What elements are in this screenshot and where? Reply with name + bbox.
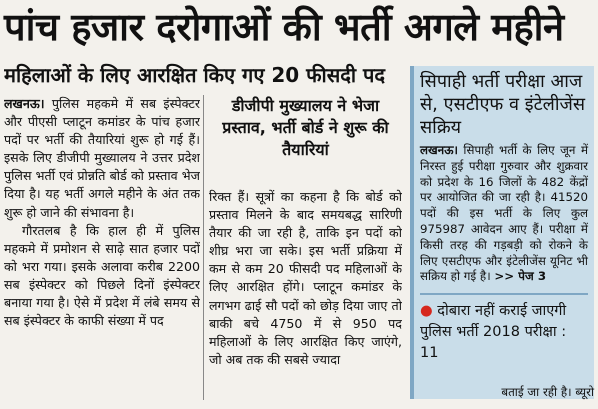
headline: पांच हजार दरोगाओं की भर्ती अगले महीने xyxy=(4,4,564,49)
page-reference: >> पेज 3 xyxy=(494,269,547,284)
dateline: लखनऊ। xyxy=(4,96,45,111)
paragraph-1-text: पुलिस महकमे में सब इंस्पेक्टर और पीएसी प्लाटून कमांडर के पांच हजार पदों पर भर्ती की तैयारियां शुरू हो गई हैं। इसके लिए डीजीपी मुख्यालय ने उत्तर प्रदेश पुलिस भर्ती एवं प्रोन्नति बोर्ड को प्रस्ताव भेज दिया है। यह भर्ती अगले महीने के अंत तक शुरू हो जाने की संभावना है। xyxy=(4,96,200,220)
sidebar-divider xyxy=(420,293,588,295)
sidebar-body-text: सिपाही भर्ती के लिए जून में निरस्त हुई परीक्षा गुरुवार और शुक्रवार को प्रदेश के 16 जिलों के 482 केंद्रों पर आयोजित की जा रही है। 41520 पदों की इस भर्ती के लिए कुल 975987 आवेदन आए हैं। परीक्षा में किसी तरह की गड़बड़ी को रोकने के लिए एसटीएफ और इंटेलीजेंस यूनिट भी सक्रिय हो गई है। xyxy=(420,143,588,284)
bullet-icon: ● xyxy=(420,303,433,320)
paragraph-1 xyxy=(4,95,200,222)
byline: बताई जा रही है। ब्यूरो xyxy=(501,385,594,399)
sidebar-news-box xyxy=(410,66,594,399)
paragraph-3: रिक्त हैं। सूत्रों का कहना है कि बोर्ड को प्रस्ताव मिलने के बाद समयबद्ध सारिणी तैयार की जा रही है, ताकि इन पदों को शीघ्र भरा जा सके। इस भर्ती प्रक्रिया में कम से कम 20 फीसदी पद महिलाओं के लिए आरक्षित होंगे। प्लाटून कमांडर के लगभग ढाई सौ पदों को छोड़ दिया जाए तो बाकी बचे 4750 में से 950 पद महिलाओं के लिए आरक्षित किए जाएंगे, जो अब तक की सबसे ज्यादा xyxy=(209,189,402,367)
sidebar-bottom-headline xyxy=(420,301,588,364)
sidebar-dateline: लखनऊ। xyxy=(420,143,458,157)
column-divider xyxy=(203,95,204,400)
sidebar-title: सिपाही भर्ती परीक्षा आज से, एसटीएफ व इंटेलीजेंस सक्रिय xyxy=(420,71,586,138)
sidebar-bottom-text: दोबारा नहीं कराई जाएगी पुलिस भर्ती 2018 परीक्षा : 11 xyxy=(420,303,567,362)
sidebar-body xyxy=(420,143,588,285)
box-headline: डीजीपी मुख्यालय ने भेजा प्रस्ताव, भर्ती बोर्ड ने शुरू की तैयारियां xyxy=(222,96,389,159)
paragraph-2: गौरतलब है कि हाल ही में पुलिस महकमे में प्रमोशन से साढ़े सात हजार पदों को भरा गया। इसके अलावा करीब 2200 सब इंस्पेक्टर को पिछले दिनों इंस्पेक्टर बनाया गया है। ऐसे में प्रदेश में लंबे समय से सब इंस्पेक्टर के काफी संख्या में पद xyxy=(4,222,200,329)
subheadline: महिलाओं के लिए आरक्षित किए गए 20 फीसदी पद xyxy=(4,63,385,87)
article-column-1 xyxy=(4,95,200,395)
article-column-2 xyxy=(209,188,402,400)
